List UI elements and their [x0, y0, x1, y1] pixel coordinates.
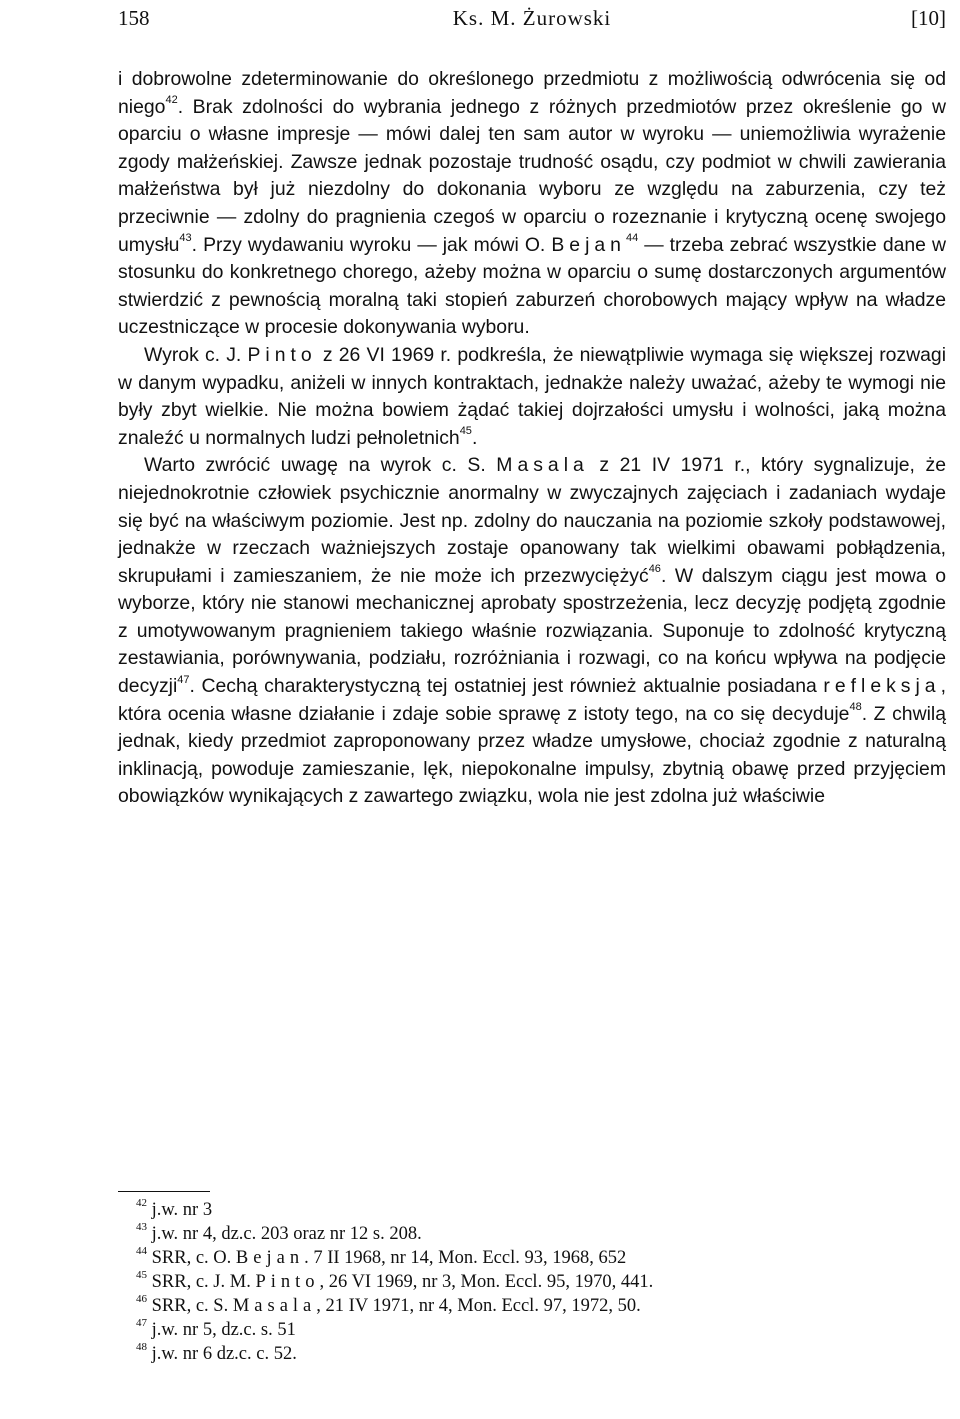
running-header	[118, 6, 946, 40]
footnote-ref: 43	[179, 232, 192, 245]
footnote-ref: 48	[849, 701, 862, 714]
footnote-number: 47	[136, 1316, 147, 1329]
footnote-42	[118, 1198, 946, 1222]
author-name: Pinto	[247, 343, 317, 366]
paragraph-1	[118, 66, 946, 342]
author-name: Masala	[232, 1296, 317, 1316]
text-run: z 26 VI 1969 r. podkreśla, że niewątpliwie wymaga się większej rozwagi w danym wypadku, aniżeli w innych kontraktach, jednakże należy uważać, ażeby te wymogi nie były zbyt wielkie. Nie można bowiem żądać takiej dojrzałości umysłu i wolności, jaką można znaleźć u normalnych ludzi pełnoletnich	[118, 343, 947, 449]
paragraph-2	[118, 342, 946, 452]
footnote-number: 46	[136, 1292, 147, 1305]
footnote-number: 43	[136, 1220, 147, 1233]
main-text	[118, 66, 946, 811]
running-title: Ks. M. Żurowski	[452, 6, 612, 30]
text-run: .	[471, 426, 478, 449]
footnote-text: j.w. nr 3	[151, 1200, 213, 1220]
footnote-ref: 47	[177, 673, 190, 686]
footnote-text: j.w. nr 6 dz.c. c. 52.	[151, 1344, 297, 1364]
footnote-text: . 7 II 1968, nr 14, Mon. Eccl. 93, 1968, 652	[304, 1248, 627, 1268]
footnote-ref: 45	[459, 425, 472, 438]
author-name: Bejan	[235, 1248, 305, 1268]
section-mark: [10]	[911, 6, 946, 30]
footnote-text: SRR, c. J. M.	[151, 1272, 256, 1292]
footnote-ref: 44	[625, 232, 639, 245]
text-run: Wyrok c. J.	[144, 343, 248, 366]
text-run: . W dalszym ciągu jest mowa o wyborze, który nie stanowi mechanicznej aprobaty spostrzeżenia, lecz decyzję podjętą zgodnie z umotywowanym pragnieniem takiego właśnie rozwiązania. Suponuje to zdolność krytyczną zestawiania, porównywania, podziału, rozróżniania i rozwagi, co na końcu wpływa na podjęcie decyzji	[118, 564, 946, 698]
footnote-number: 42	[136, 1196, 147, 1209]
page-number: 158	[118, 6, 150, 30]
text-run: . Cechą charakterystyczną tej ostatniej jest również aktualnie posiadana	[189, 675, 824, 698]
author-name: Bejan	[551, 233, 626, 256]
footnote-text: , 26 VI 1969, nr 3, Mon. Eccl. 95, 1970, 441.	[319, 1272, 654, 1292]
footnote-47	[118, 1318, 946, 1342]
footnote-text: j.w. nr 4, dz.c. 203 oraz nr 12 s. 208.	[151, 1224, 422, 1244]
text-run: . Brak zdolności do wybrania jednego z różnych przedmiotów przez określenie go w oparciu o własne impresje — mówi dalej ten sam autor w wyroku — uniemożliwia wyrażenie zgody małżeńskiej. Zawsze jednak pozostaje trudność osądu, czy podmiot w chwili zawierania małżeństwa był już niezdolny do dokonania wyboru ze względu na zaburzenia, czy też przeciwnie — zdolny do pragnienia czegoś w oparciu o rozeznanie i krytyczną ocenę swojego umysłu	[118, 95, 946, 256]
author-name: Masala	[496, 454, 589, 477]
footnote-number: 45	[136, 1268, 147, 1281]
footnotes	[118, 1198, 946, 1366]
footnote-text: j.w. nr 5, dz.c. s. 51	[151, 1320, 296, 1340]
footnote-divider	[118, 1191, 210, 1192]
text-run: , która ocenia własne działanie i zdaje sobie sprawę z istoty tego, na co się decyduje	[118, 675, 946, 725]
footnote-43	[118, 1222, 946, 1246]
footnote-46	[118, 1294, 946, 1318]
footnote-text: SRR, c. S.	[151, 1296, 233, 1316]
text-run: Warto zwrócić uwagę na wyrok c. S.	[144, 454, 497, 477]
text-run: . Przy wydawaniu wyroku — jak mówi O.	[191, 233, 552, 256]
footnote-ref: 46	[648, 563, 661, 576]
author-name: Pinto	[255, 1272, 320, 1292]
footnote-text: SRR, c. O.	[151, 1248, 236, 1268]
footnote-44	[118, 1246, 946, 1270]
text-run: z 21 IV 1971 r., który sygnalizuje, że niejednokrotnie człowiek psychicznie anormalny w zwyczajnych zajęciach i zadaniach wydaje się być na właściwym poziomie. Jest np. zdolny do nauczania na poziomie szkoły podstawowej, jednakże w rzeczach ważniejszych zostaje opanowany tak wielkimi obawami pobłądzenia, skrupułami i zamieszaniem, że nie może ich przezwyciężyć	[118, 454, 946, 587]
spaced-term: refleksja	[823, 675, 941, 698]
text-run: i dobrowolne zdeterminowanie do określonego przedmiotu z możliwością odwrócenia się od niego	[118, 68, 946, 118]
text-run: — trzeba zebrać wszystkie dane w stosunku do konkretnego chorego, ażeby można w oparciu o sumę dostarczonych argumentów stwierdzić z pewnością moralną taki stopień zaburzeń chorobowych mający wpływ na władze uczestniczące w procesie dokonywania wyboru.	[118, 233, 946, 339]
footnote-48	[118, 1342, 946, 1366]
paragraph-3	[118, 452, 946, 811]
footnote-text: , 21 IV 1971, nr 4, Mon. Eccl. 97, 1972, 50.	[316, 1296, 641, 1316]
footnote-number: 44	[136, 1244, 147, 1257]
footnote-45	[118, 1270, 946, 1294]
footnote-number: 48	[136, 1340, 147, 1353]
text-run: . Z chwilą jednak, kiedy przedmiot zaproponowany przez władze umysłowe, chociaż zgodnie z naturalną inklinacją, powoduje zamieszanie, lęk, niepokonalne impulsy, zbytnią obawę przed przyjęciem obowiązków wynikających z zawartego związku, wola nie jest zdolna już właściwie	[118, 702, 946, 808]
footnote-ref: 42	[165, 94, 178, 107]
